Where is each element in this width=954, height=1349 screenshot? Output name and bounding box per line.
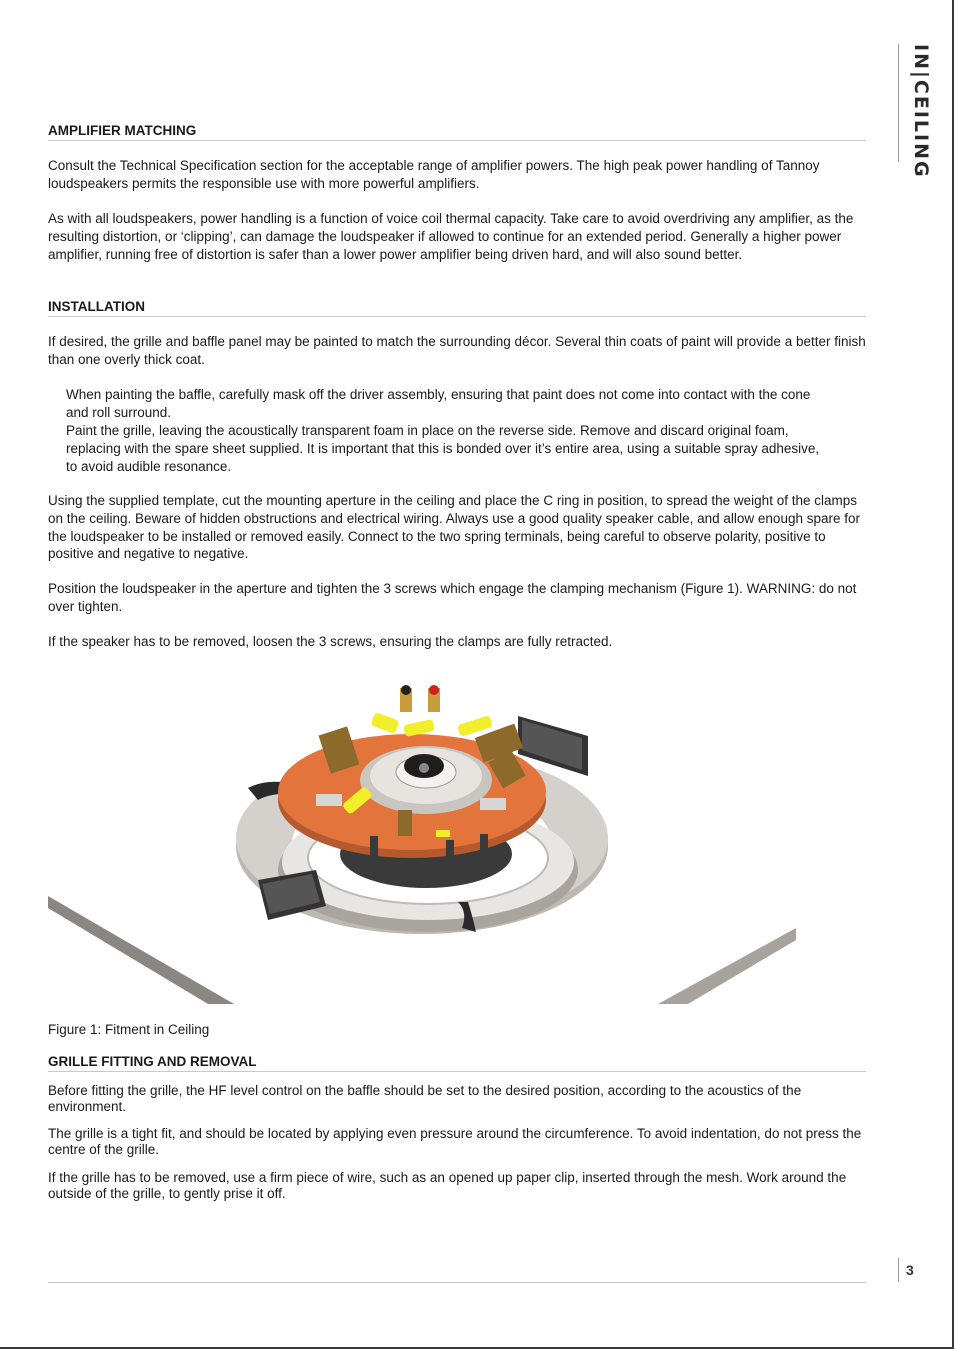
figure-caption: Figure 1: Fitment in Ceiling [48, 1022, 210, 1037]
side-tab [906, 44, 936, 179]
installation-indent-1: When painting the baffle, carefully mask off the driver assembly, ensuring that paint does not come into contact with the cone and roll surround. [66, 387, 811, 420]
grille-paragraph-1: Before fitting the grille, the HF level control on the baffle should be set to the desired position, according to the acoustics of the environment. [48, 1083, 802, 1114]
figure-speaker-fitment [48, 658, 796, 1004]
page-number: 3 [906, 1262, 914, 1278]
capacitor-5 [436, 830, 450, 837]
installation-paragraph-3: Position the loudspeaker in the aperture and tighten the 3 screws which engage the clamping mechanism (Figure 1). WARNING: do not over tighten. [48, 581, 857, 614]
grille-heading: GRILLE FITTING AND REMOVAL [48, 1054, 866, 1072]
amplifier-heading: AMPLIFIER MATCHING [48, 123, 866, 141]
grille-paragraph-2: The grille is a tight fit, and should be located by applying even pressure around the circumference. To avoid indentation, do not press the centre of the grille. [48, 1126, 862, 1157]
capacitor-1 [370, 712, 399, 734]
page-number-divider [898, 1258, 899, 1282]
amplifier-paragraph-1: Consult the Technical Specification section for the acceptable range of amplifier powers. The high peak power handling of Tannoy loudspeakers permits the responsible use with more powerful amplifiers. [48, 158, 820, 191]
ceiling-edge-left [48, 896, 234, 1004]
installation-paragraph-4: If the speaker has to be removed, loosen the 3 screws, ensuring the clamps are fully retracted. [48, 634, 613, 649]
grille-paragraph-3: If the grille has to be removed, use a firm piece of wire, such as an opened up paper clip, inserted through the mesh. Work around the outside of the grille, to gently prise it off. [48, 1170, 847, 1201]
side-tab-label: IN|CEILING [910, 44, 932, 179]
resistor-2 [480, 798, 506, 810]
installation-indent-2: Paint the grille, leaving the acoustically transparent foam in place on the reverse side. Remove and discard original foam, replacing with the spare sheet supplied. It is important that this is bonded over it’s entire area, using a suitable spray adhesive, to avoid audible resonance. [66, 423, 820, 474]
amplifier-paragraph-2: As with all loudspeakers, power handling is a function of voice coil thermal capacity. Take care to avoid overdriving any amplifier, as the resulting distortion, or ‘clipping’, can damage the loudspeaker if allowed to continue for an extended period. Generally a higher power amplifier, running free of distortion is safer than a lower power amplifier being driven hard, and will also sound better. [48, 211, 854, 262]
speaker-illustration [48, 658, 796, 1004]
resistor-1 [316, 794, 342, 806]
inductor-4 [398, 810, 412, 836]
frame-pillar-1 [370, 836, 378, 876]
ceiling-edge-right [658, 928, 796, 1004]
frame-pillar-2 [446, 840, 454, 884]
side-tab-divider [898, 44, 899, 162]
installation-paragraph-1: If desired, the grille and baffle panel may be painted to match the surrounding décor. Several thin coats of paint will provide a better finish than one overly thick coat. [48, 334, 866, 367]
footer-rule [48, 1282, 866, 1283]
installation-paragraph-2: Using the supplied template, cut the mounting aperture in the ceiling and place the C ring in position, to spread the weight of the clamps on the ceiling. Beware of hidden obstructions and electrical wiring. Always use a good quality speaker cable, and allow enough spare for the loudspeaker to be installed or removed easily. Connect to the two spring terminals, being careful to observe polarity, positive to positive and negative to negative. [48, 493, 860, 562]
installation-heading: INSTALLATION [48, 299, 866, 317]
frame-pillar-3 [480, 834, 488, 874]
